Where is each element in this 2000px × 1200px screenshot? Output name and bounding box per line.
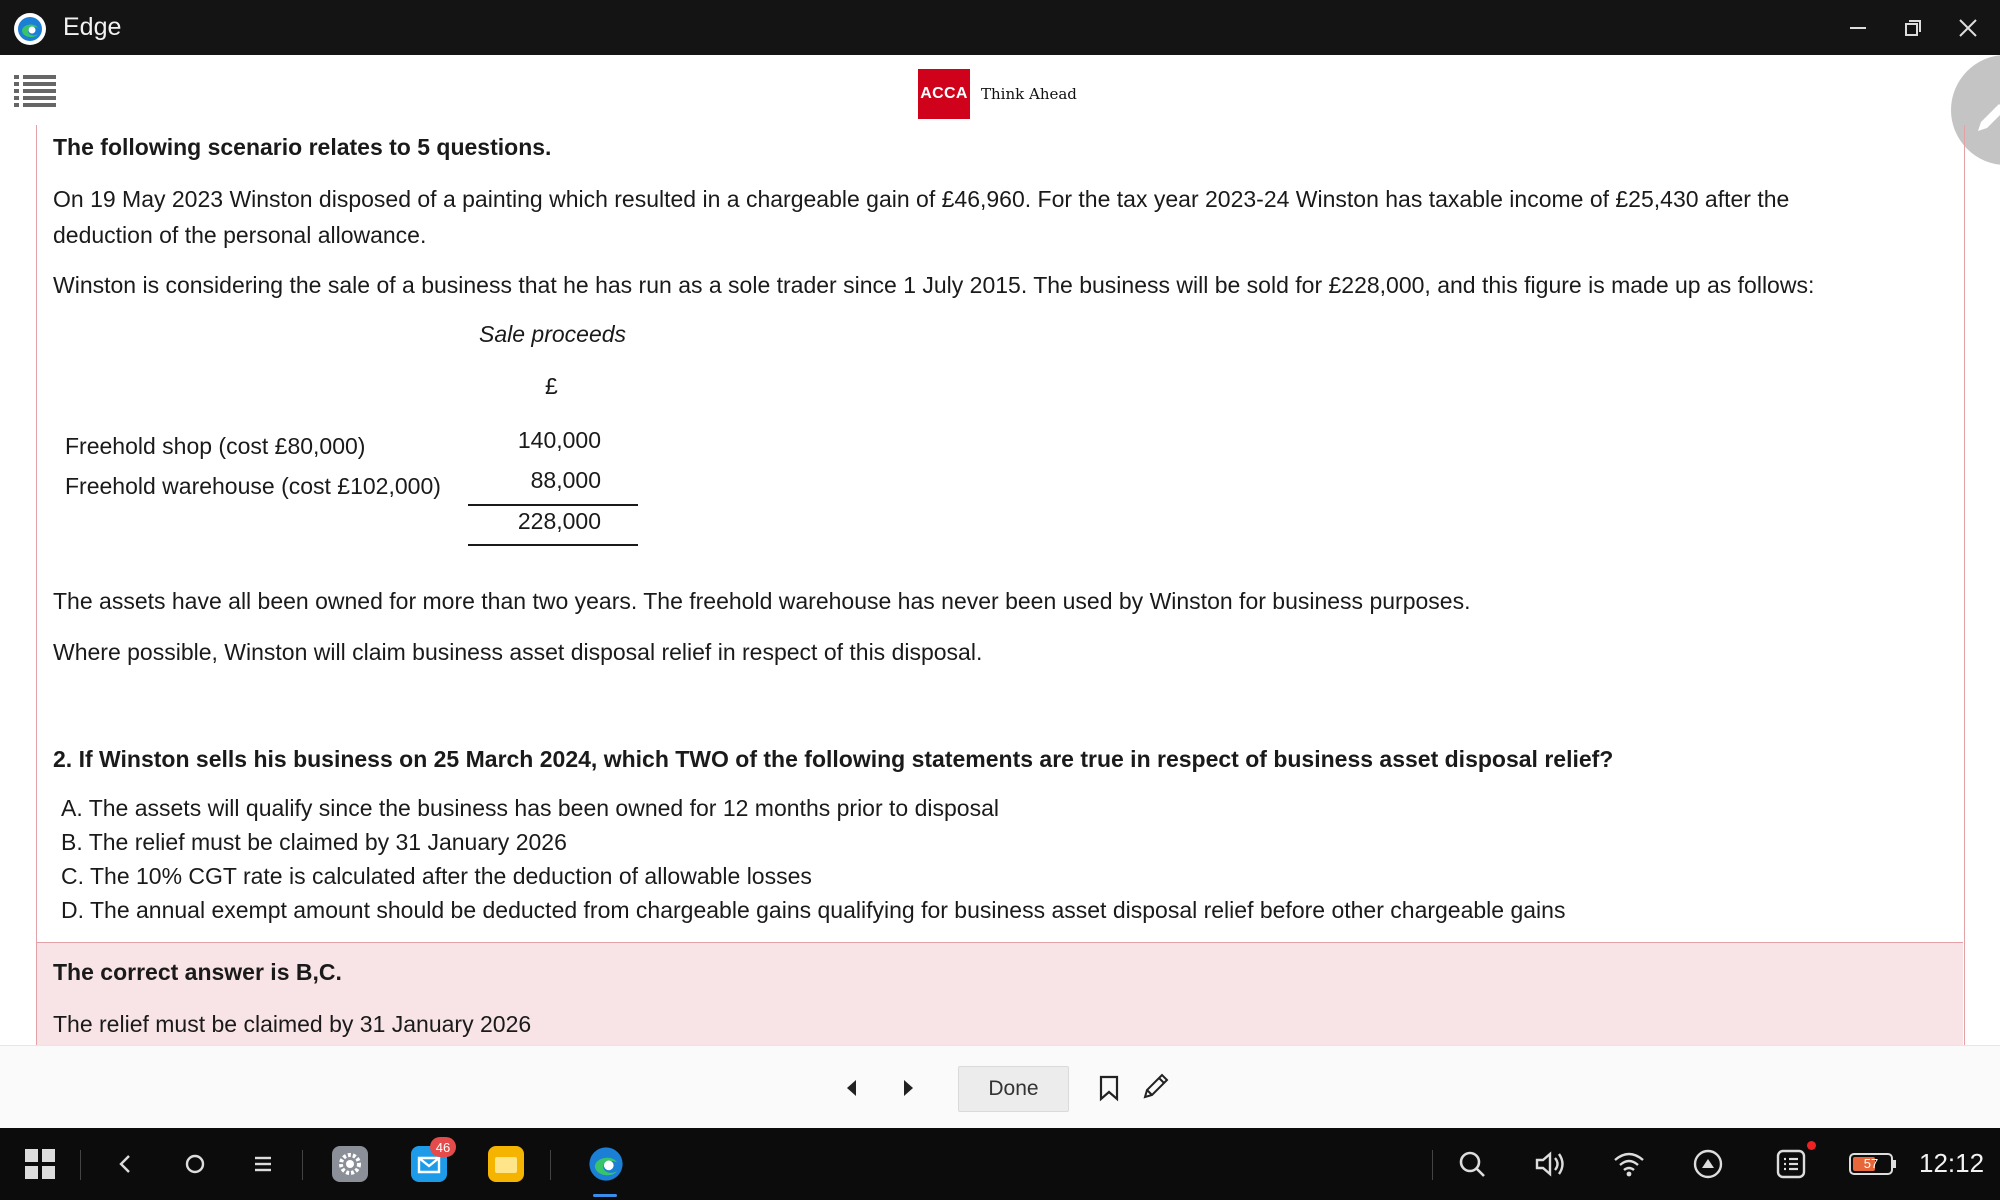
pencil-icon (1972, 97, 2000, 137)
question-list-icon[interactable] (14, 75, 56, 107)
done-button[interactable]: Done (958, 1066, 1069, 1112)
option-d[interactable]: D. The annual exempt amount should be deducted from chargeable gains qualifying for business asset disposal relief before other chargeable gains (61, 897, 1566, 923)
start-grid-icon[interactable] (20, 1142, 60, 1186)
hotspot-icon[interactable] (1690, 1142, 1726, 1186)
scenario-para2: Winston is considering the sale of a business that he has run as a sole trader since 1 July 2015. The business will be sold for £228,000, and this figure is made up as follows: (53, 272, 1815, 298)
notification-dot (1807, 1141, 1816, 1150)
table-subtotal-rule (468, 504, 638, 506)
volume-icon[interactable] (1533, 1142, 1569, 1186)
scenario-para3: The assets have all been owned for more than two years. The freehold warehouse has never been used by Winston for business purposes. (53, 588, 1471, 614)
answer-explanation: The relief must be claimed by 31 January 2026 (53, 1011, 532, 1037)
logo-mark: ACCA (918, 69, 970, 119)
table-row-label: Freehold warehouse (cost £102,000) (65, 473, 441, 499)
caret-right-icon (902, 1078, 916, 1098)
edge-taskbar-icon[interactable] (586, 1142, 626, 1186)
home-icon[interactable] (178, 1142, 212, 1186)
table-currency: £ (545, 373, 558, 399)
minimize-button[interactable] (1838, 10, 1878, 46)
taskbar-divider (550, 1150, 551, 1180)
table-row-value: 140,000 (517, 427, 601, 453)
clock: 12:12 (1919, 1148, 1985, 1178)
exam-toolbar (0, 1045, 2000, 1128)
highlight-button[interactable] (1138, 1066, 1174, 1106)
answer-heading: The correct answer is B,C. (53, 959, 342, 985)
table-total: 228,000 (517, 508, 601, 534)
answer-panel (37, 942, 1963, 1045)
window-title: Edge (63, 13, 122, 41)
table-row-label: Freehold shop (cost £80,000) (65, 433, 366, 459)
option-b[interactable]: B. The relief must be claimed by 31 January 2026 (61, 829, 567, 855)
scenario-para1-line2: deduction of the personal allowance. (53, 222, 427, 248)
wifi-icon[interactable] (1611, 1142, 1647, 1186)
recents-icon[interactable] (248, 1142, 278, 1186)
mail-badge: 46 (430, 1137, 456, 1157)
title-bar (0, 0, 2000, 55)
pencil-icon (1140, 1070, 1172, 1102)
scenario-para1-line1: On 19 May 2023 Winston disposed of a painting which resulted in a chargeable gain of £46,960. For the tax year 2023-24 Winston has taxable income of £25,430 after the (53, 186, 1790, 212)
bookmark-button[interactable] (1094, 1070, 1124, 1106)
caret-left-icon (844, 1078, 858, 1098)
notifications-icon[interactable] (1773, 1142, 1809, 1186)
bookmark-icon (1097, 1074, 1121, 1102)
previous-question-button[interactable] (838, 1070, 864, 1106)
scenario-para4: Where possible, Winston will claim business asset disposal relief in respect of this disposal. (53, 639, 983, 665)
taskbar-divider (1432, 1150, 1433, 1180)
search-icon[interactable] (1455, 1142, 1489, 1186)
next-question-button[interactable] (896, 1070, 922, 1106)
table-col-header: Sale proceeds (479, 321, 627, 347)
settings-icon[interactable] (331, 1142, 369, 1186)
files-icon[interactable] (487, 1142, 525, 1186)
battery-percent: 57 (1863, 1156, 1879, 1171)
close-button[interactable] (1948, 10, 1988, 46)
option-c[interactable]: C. The 10% CGT rate is calculated after the deduction of allowable losses (61, 863, 812, 889)
taskbar-divider (302, 1150, 303, 1180)
back-icon[interactable] (110, 1142, 140, 1186)
page-header (0, 55, 2000, 125)
option-a[interactable]: A. The assets will qualify since the business has been owned for 12 months prior to disposal (61, 795, 999, 821)
active-app-indicator (593, 1194, 617, 1197)
taskbar-divider (80, 1150, 81, 1180)
taskbar (0, 1128, 2000, 1200)
question-text: 2. If Winston sells his business on 25 March 2024, which TWO of the following statements are true in respect of business asset disposal relief? (53, 746, 1614, 772)
table-row-value: 88,000 (530, 467, 601, 493)
question-content (36, 125, 1965, 1045)
edge-icon (14, 13, 46, 45)
scenario-heading: The following scenario relates to 5 questions. (53, 134, 552, 160)
logo-tagline: Think Ahead (981, 85, 1077, 103)
table-total-rule (468, 544, 638, 546)
restore-button[interactable] (1893, 10, 1933, 46)
acca-logo (918, 69, 1077, 119)
